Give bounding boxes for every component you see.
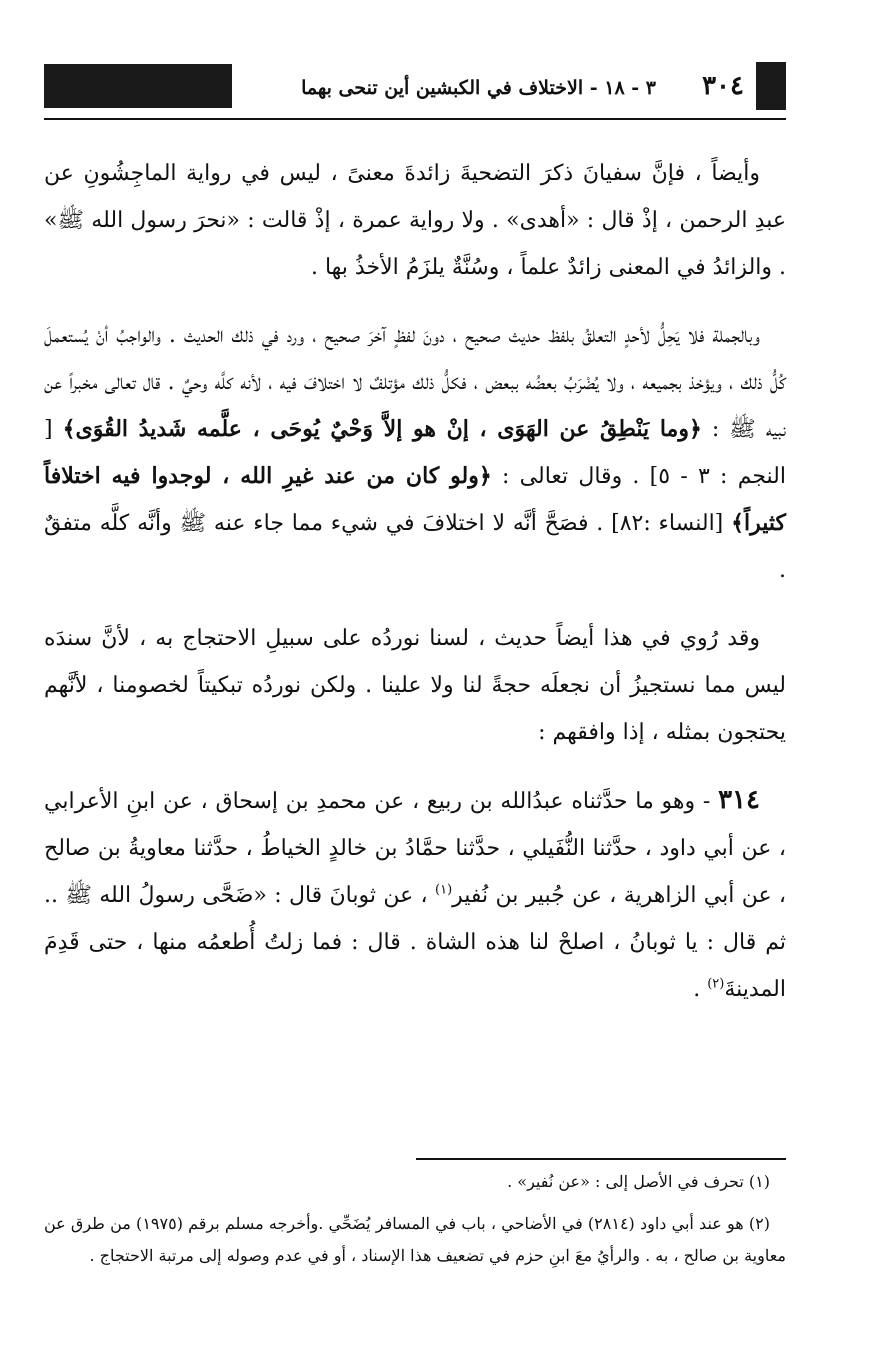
- hadith-number: ٣١٤: [718, 785, 760, 815]
- footnote-rule: [416, 1158, 786, 1160]
- hadith-text-b: ، عن ثوبانَ قال : «ضَحَّى رسولُ الله ﷺ .. ثم قال : يا ثوبانُ ، اصلحْ لنا هذه الشاة . قال : فما زلتُ أُطعمُه منها ، حتى قَدِمَ المدينةَ: [44, 883, 787, 1002]
- hadith-314: [44, 777, 786, 1013]
- page-number: ٣٠٤: [702, 71, 744, 101]
- chapter-title: ٣ - ١٨ - الاختلاف في الكبشين أين تنحى بهما: [301, 77, 656, 99]
- paragraph-2-text-c: [النساء :٨٢] . فصَحَّ أنَّه لا اختلافَ في شيء مما جاء عنه ﷺ وأنَّه كلَّه متفقٌ .: [44, 511, 786, 583]
- quran-verse-najm: ﴿وما يَنْطِقُ عن الهَوَى ، إنْ هو إلاَّ وَحْيٌ يُوحَى ، علَّمه شَديدُ القُوَى﴾: [62, 416, 702, 442]
- running-header: [44, 58, 786, 118]
- header-rule: [44, 118, 786, 120]
- quran-verse-nisa: ﴿ولو كان من عند غيرِ الله ، لوجدوا فيه اختلافاً كثيراً﴾: [44, 463, 786, 536]
- paragraph-2-text-b: [ النجم : ٣ - ٥] . وقال تعالى :: [44, 417, 786, 489]
- hadith-text-a: - وهو ما حدَّثناه عبدُالله بن ربيع ، عن محمدِ بن إسحاق ، عن ابنِ الأعرابي ، عن أبي داود ، حدَّثنا النُّفَيلي ، حدَّثنا حمَّادُ بن خالدٍ الخياطُ ، حدَّثنا معاويةُ بن صالح ، عن أبي الزاهرية ، عن جُبير بن نُفير: [44, 789, 787, 908]
- paragraph-3: وقد رُوي في هذا أيضاً حديث ، لسنا نوردُه على سبيلِ الاحتجاج به ، لأنَّ سندَه ليس مما نستجيزُ أن نجعلَه حجةً لنا ولا علينا . ولكن نوردُه تبكيتاً لخصومنا ، لأنَّهم يحتجون بمثله ، إذا وافقهم :: [44, 626, 786, 745]
- hadith-text-c: .: [693, 977, 701, 1002]
- main-text: [44, 150, 786, 1034]
- header-black-block-right: [756, 62, 786, 110]
- paragraph-2-text-a: وبالجملة فلا يَحِلُّ لأحدٍ التعلقُ بلفظ حديث صحيح ، دونَ لفظٍ آخرَ صحيح ، ورد في ذلك الحديث . والواجبُ أنْ يُستعملَ كُلُّ ذلك ، ويؤخذ بجميعه ، ولا يُضْرَبُ بعضُه ببعض ، فكلُّ ذلك مؤتلفٌ لا اختلافَ فيه ، لأنه كلَّه وحيٌ . قال تعالى مخبراً عن نبيه ﷺ :: [44, 323, 786, 442]
- footnote-1: (١) تحرف في الأصل إلى : «عن نُفير» .: [507, 1172, 770, 1191]
- footnote-2: (٢) هو عند أبي داود (٢٨١٤) في الأضاحي ، باب في المسافر يُضَحِّي .وأخرجه مسلم برقم (١٩٧٥) من طرق عن معاوية بن صالح ، به . والرأيُ معَ ابنِ حزم في تضعيف هذا الإسناد ، أو في عدم وصوله إلى مرتبة الاحتجاج .: [44, 1214, 786, 1265]
- footnotes: [44, 1166, 786, 1282]
- footnote-ref-1[interactable]: (١): [435, 882, 453, 898]
- header-black-block-left: [44, 64, 232, 108]
- paragraph-2: [44, 312, 786, 594]
- footnote-ref-2[interactable]: (٢): [707, 976, 725, 992]
- paragraph-1: وأيضاً ، فإنَّ سفيانَ ذكرَ التضحيةَ زائدةَ معنىً ، ليس في رواية الماجِشُونِ عن عبدِ الرحمن ، إذْ قال : «أهدى» . ولا رواية عمرة ، إذْ قالت : «نحرَ رسول الله ﷺ» . والزائدُ في المعنى زائدٌ علماً ، وسُنَّةٌ يلزَمُ الأخذُ بها .: [44, 161, 786, 280]
